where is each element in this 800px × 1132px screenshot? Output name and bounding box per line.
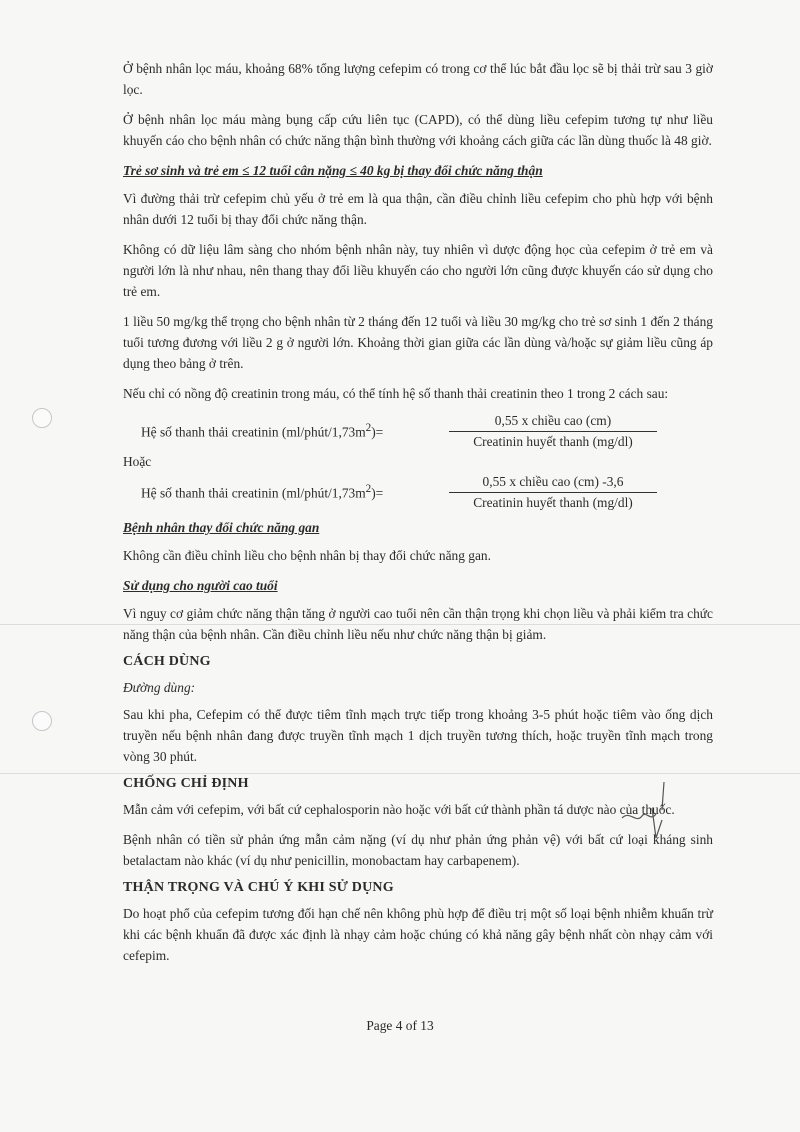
formula-fraction (453, 474, 653, 511)
paragraph: Sau khi pha, Cefepim có thể được tiêm tĩnh mạch trực tiếp trong khoảng 3-5 phút hoặc tiêm vào ống dịch truyền nếu bệnh nhân đang được truyền tĩnh mạch 1 dịch truyền tương thích, hoặc truyền tĩnh mạch trong vòng 30 phút. (123, 707, 713, 764)
section-heading-contraindications: CHỐNG CHỈ ĐỊNH (123, 776, 249, 791)
section-heading-elderly: Sử dụng cho người cao tuổi (123, 578, 278, 593)
formula-lhs: Hệ số thanh thải creatinin $(ml/phút/1,73m^2)=$ (141, 483, 384, 501)
paragraph: Không có dữ liệu lâm sàng cho nhóm bệnh nhân này, tuy nhiên vì dược động học của cefepim ở trẻ em và người lớn là như nhau, nên thang thay đổi liều khuyến cáo cho người lớn cũng được khuyến cáo sử dụng cho trẻ em. (123, 242, 713, 299)
paragraph: Ở bệnh nhân lọc máu màng bụng cấp cứu liên tục (CAPD), có thể dùng liều cefepim tương tự như liều khuyến cáo cho bệnh nhân có chức năng thận bình thường với khoảng cách giữa các lần dùng thuốc là 48 giờ. (123, 112, 713, 148)
formula-creatinine-2 (141, 474, 713, 511)
paragraph: Ở bệnh nhân lọc máu, khoảng 68% tổng lượng cefepim có trong cơ thể lúc bắt đầu lọc sẽ bị thải trừ sau 3 giờ lọc. (123, 61, 713, 97)
paragraph: Mẫn cảm với cefepim, với bất cứ cephalosporin nào hoặc với bất cứ thành phần tá dược nào của thuốc. (123, 802, 675, 817)
formula-numerator: 0,55 x chiều cao (cm) (449, 413, 657, 432)
section-heading-usage: CÁCH DÙNG (123, 654, 211, 669)
document-body (123, 58, 713, 975)
formula-numerator: 0,55 x chiều cao (cm) -3,6 (449, 474, 657, 493)
formula-lhs: Hệ số thanh thải creatinin $(ml/phút/1,73m^2)=$ (141, 422, 384, 440)
section-heading-precautions: THẬN TRỌNG VÀ CHÚ Ý KHI SỬ DỤNG (123, 880, 394, 895)
formula-denominator: Creatinin huyết thanh (mg/dl) (473, 434, 633, 449)
paragraph: Vì đường thải trừ cefepim chủ yếu ở trẻ em là qua thận, cần điều chỉnh liều cefepim cho phù hợp với bệnh nhân dưới 12 tuổi bị thay đổi chức năng thận. (123, 191, 713, 227)
paragraph: Không cần điều chỉnh liều cho bệnh nhân bị thay đổi chức năng gan. (123, 548, 491, 563)
page-number: Page 4 of 13 (366, 1018, 434, 1033)
paragraph: Do hoạt phổ của cefepim tương đối hạn chế nên không phù hợp để điều trị một số loại bệnh nhiễm khuẩn trừ khi các bệnh khuẩn đã được xác định là nhạy cảm hoặc chúng có khả năng gây bệnh nhất còn nhạy cảm với cefepim. (123, 906, 713, 963)
formula-fraction (453, 413, 653, 450)
paragraph: Bệnh nhân có tiền sử phản ứng mẫn cảm nặng (ví dụ như phản ứng phản vệ) với bất cứ loại kháng sinh betalactam nào khác (ví dụ như penicillin, monobactam hay carbapenem). (123, 832, 713, 868)
section-heading-children: Trẻ sơ sinh và trẻ em ≤ 12 tuổi cân nặng ≤ 40 kg bị thay đổi chức năng thận (123, 163, 543, 178)
paragraph: 1 liều 50 mg/kg thể trọng cho bệnh nhân từ 2 tháng đến 12 tuổi và liều 30 mg/kg cho trẻ sơ sinh 1 đến 2 tháng tuổi tương đương với liều 2 g ở người lớn. Khoảng thời gian giữa các lần dùng và/hoặc sự giảm liều cũng áp dụng theo bảng ở trên. (123, 314, 713, 371)
punch-hole (32, 408, 52, 428)
formula-denominator: Creatinin huyết thanh (mg/dl) (473, 495, 633, 510)
formula-creatinine-1 (141, 413, 713, 450)
or-label: Hoặc (123, 454, 152, 469)
paragraph: Vì nguy cơ giảm chức năng thận tăng ở người cao tuổi nên cần thận trọng khi chọn liều và phải kiểm tra chức năng thận của bệnh nhân. Cần điều chỉnh liều nếu như chức năng thận bị giảm. (123, 606, 713, 642)
route-label: Đường dùng: (123, 680, 196, 695)
punch-hole (32, 711, 52, 731)
section-heading-liver: Bệnh nhân thay đổi chức năng gan (123, 520, 320, 535)
paragraph: Nếu chỉ có nồng độ creatinin trong máu, có thể tính hệ số thanh thải creatinin theo 1 trong 2 cách sau: (123, 386, 669, 401)
